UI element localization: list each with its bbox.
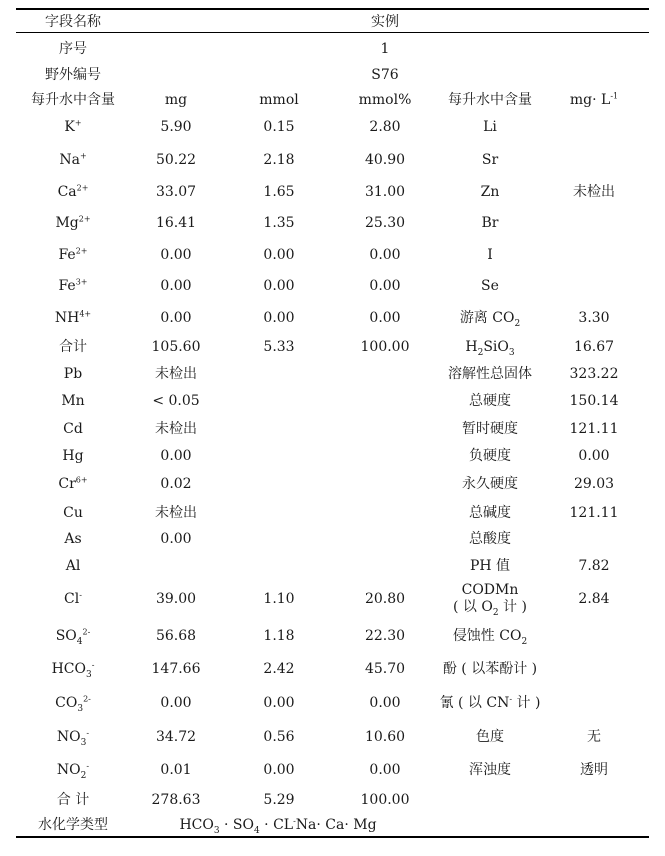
item-name: 总硬度	[469, 393, 511, 409]
mmol-value: 0.56	[263, 729, 295, 745]
mg-value: 未检出	[155, 505, 197, 521]
mmol-percent-value: 22.30	[364, 628, 406, 644]
item-value: 150.14	[569, 393, 619, 409]
mg-value: 0.00	[160, 278, 192, 294]
item-name: 永久硬度	[462, 476, 518, 492]
item-value: 透明	[580, 762, 608, 778]
mg-value: 16.41	[155, 215, 197, 231]
mg-value: 0.00	[160, 695, 192, 711]
item-name: Zn	[480, 184, 500, 200]
item-name: 游离 $CO_2$	[459, 310, 521, 329]
item-name: 溶解性总固体	[448, 366, 532, 382]
mg-value: 56.68	[155, 628, 197, 644]
ion-label: $Fe^{3+}$	[58, 277, 88, 294]
item-value: 121.11	[569, 421, 619, 437]
mmol-percent-value: 0.00	[369, 247, 401, 263]
mmol-percent-value: 10.60	[364, 729, 406, 745]
ion-label: Hg	[62, 448, 84, 464]
total-label: 合 计	[56, 792, 90, 808]
ion-label: Na+	[59, 151, 87, 168]
item-value: 121.11	[569, 505, 619, 521]
mmol-value: 0.00	[263, 247, 295, 263]
item-value: 2.84	[578, 591, 610, 607]
col-mmol: mmol	[259, 92, 299, 108]
total-mmol: 5.29	[263, 792, 295, 808]
mg-value: 34.72	[155, 729, 197, 745]
item-value: 3.30	[578, 310, 610, 326]
example-header: 实例	[371, 14, 399, 30]
mg-value: 0.00	[160, 531, 192, 547]
mmol-value: 0.00	[263, 695, 295, 711]
col-mmol-percent: mmol%	[358, 92, 412, 108]
header-rule	[16, 32, 649, 33]
item-name: 色度	[476, 729, 504, 745]
mg-value: 0.02	[160, 476, 192, 492]
col-mg-per-l: $mg\cdot L^{-1}$	[569, 91, 619, 108]
mmol-value: 2.42	[263, 661, 295, 677]
ion-label: Cu	[63, 505, 83, 521]
item-name: I	[487, 247, 493, 263]
serial-value: 1	[380, 41, 390, 57]
mmol-percent-value: 0.00	[369, 310, 401, 326]
ion-label: Cd	[63, 421, 83, 437]
mg-value: 0.01	[160, 762, 192, 778]
mmol-percent-value: 25.30	[364, 215, 406, 231]
ion-label: $Ca^{2+}$	[57, 183, 89, 200]
mmol-percent-value: 31.00	[364, 184, 406, 200]
mmol-value: 5.33	[263, 339, 295, 355]
item-value: 无	[587, 729, 601, 745]
mmol-value: 0.00	[263, 310, 295, 326]
mg-value: 50.22	[155, 152, 197, 168]
mmol-percent-value: 45.70	[364, 661, 406, 677]
ion-label: $NO_2^-$	[56, 761, 90, 781]
ion-label: 合计	[59, 339, 87, 355]
item-name: PH 值	[469, 558, 511, 574]
item-value: 323.22	[569, 366, 619, 382]
ion-label: $CO_3^{2-}$	[55, 694, 91, 714]
item-name: Br	[481, 215, 499, 231]
item-name: 负硬度	[469, 448, 511, 464]
mmol-value: 1.35	[263, 215, 295, 231]
item-name: 总酸度	[469, 531, 511, 547]
mg-value: 未检出	[155, 421, 197, 437]
mmol-percent-value: 40.90	[364, 152, 406, 168]
mg-value: 33.07	[155, 184, 197, 200]
total-mmol-percent: 100.00	[360, 792, 410, 808]
mmol-value: 2.18	[263, 152, 295, 168]
item-name: 浑浊度	[469, 762, 511, 778]
water-type-label: 水化学类型	[38, 817, 108, 833]
ion-label: $NO_3^-$	[56, 728, 90, 748]
ion-label: $HCO_3^-$	[51, 660, 95, 680]
mg-value: 未检出	[155, 366, 197, 382]
item-name: 氰 ( 以 CN- 计 )	[439, 694, 541, 711]
mmol-value: 1.10	[263, 591, 295, 607]
mmol-value: 0.00	[263, 762, 295, 778]
item-name: 酚 ( 以苯酚计 )	[442, 661, 538, 677]
item-name: 暂时硬度	[462, 421, 518, 437]
right-content-title: 每升水中含量	[448, 92, 532, 108]
mmol-value: 0.15	[263, 119, 295, 135]
mmol-value: 1.18	[263, 628, 295, 644]
ion-label: $NH^{4+}$	[54, 309, 92, 326]
item-name: 侵蚀性 $CO_2$	[452, 628, 528, 647]
mmol-percent-value: 0.00	[369, 278, 401, 294]
ion-label: As	[64, 531, 82, 547]
ion-label: $Fe^{2+}$	[58, 246, 88, 263]
ion-label: K+	[64, 118, 82, 135]
item-name: Se	[481, 278, 499, 294]
ion-label: $Mg^{2+}$	[55, 214, 91, 231]
ion-label: $SO_4^{2-}$	[55, 627, 91, 647]
mg-value: 147.66	[151, 661, 201, 677]
mmol-percent-value: 0.00	[369, 695, 401, 711]
mg-value: 5.90	[160, 119, 192, 135]
total-mg: 278.63	[151, 792, 201, 808]
ion-label: $Cr^{6+}$	[58, 475, 88, 492]
mg-value: 0.00	[160, 310, 192, 326]
water-type-value: $HCO_3 \cdot SO_4 \cdot CL^-Na\cdot Ca\cdot Mg$	[179, 816, 377, 836]
ion-label: Cl-	[64, 590, 82, 607]
bottom-rule	[16, 836, 649, 838]
ion-label: Al	[65, 558, 81, 574]
item-name: 总碱度	[469, 505, 511, 521]
mg-value: 0.00	[160, 247, 192, 263]
item-name: Li	[483, 119, 497, 135]
field-no-value: S76	[371, 67, 399, 83]
ion-label: Pb	[63, 366, 83, 382]
item-value: 未检出	[573, 184, 615, 200]
mmol-value: 0.00	[263, 278, 295, 294]
mmol-percent-value: 100.00	[360, 339, 410, 355]
mmol-percent-value: 0.00	[369, 762, 401, 778]
item-value: 7.82	[578, 558, 610, 574]
mg-value: 39.00	[155, 591, 197, 607]
ion-label: Mn	[61, 393, 85, 409]
field-name-header: 字段名称	[45, 14, 101, 30]
col-mg: mg	[164, 92, 188, 108]
item-value: 16.67	[573, 339, 615, 355]
mg-value: 105.60	[151, 339, 201, 355]
left-content-title: 每升水中含量	[31, 92, 115, 108]
serial-label: 序号	[59, 41, 87, 57]
item-name: $H_2SiO_3$	[465, 339, 515, 358]
item-name: Sr	[481, 152, 499, 168]
mmol-percent-value: 2.80	[369, 119, 401, 135]
top-rule	[16, 8, 649, 10]
item-name: CODMn ( 以 $O_2$ 计 )	[453, 582, 527, 618]
mg-value: < 0.05	[152, 393, 200, 409]
item-value: 29.03	[573, 476, 615, 492]
item-value: 0.00	[578, 448, 610, 464]
mmol-percent-value: 20.80	[364, 591, 406, 607]
mg-value: 0.00	[160, 448, 192, 464]
field-no-label: 野外编号	[45, 67, 101, 83]
mmol-value: 1.65	[263, 184, 295, 200]
